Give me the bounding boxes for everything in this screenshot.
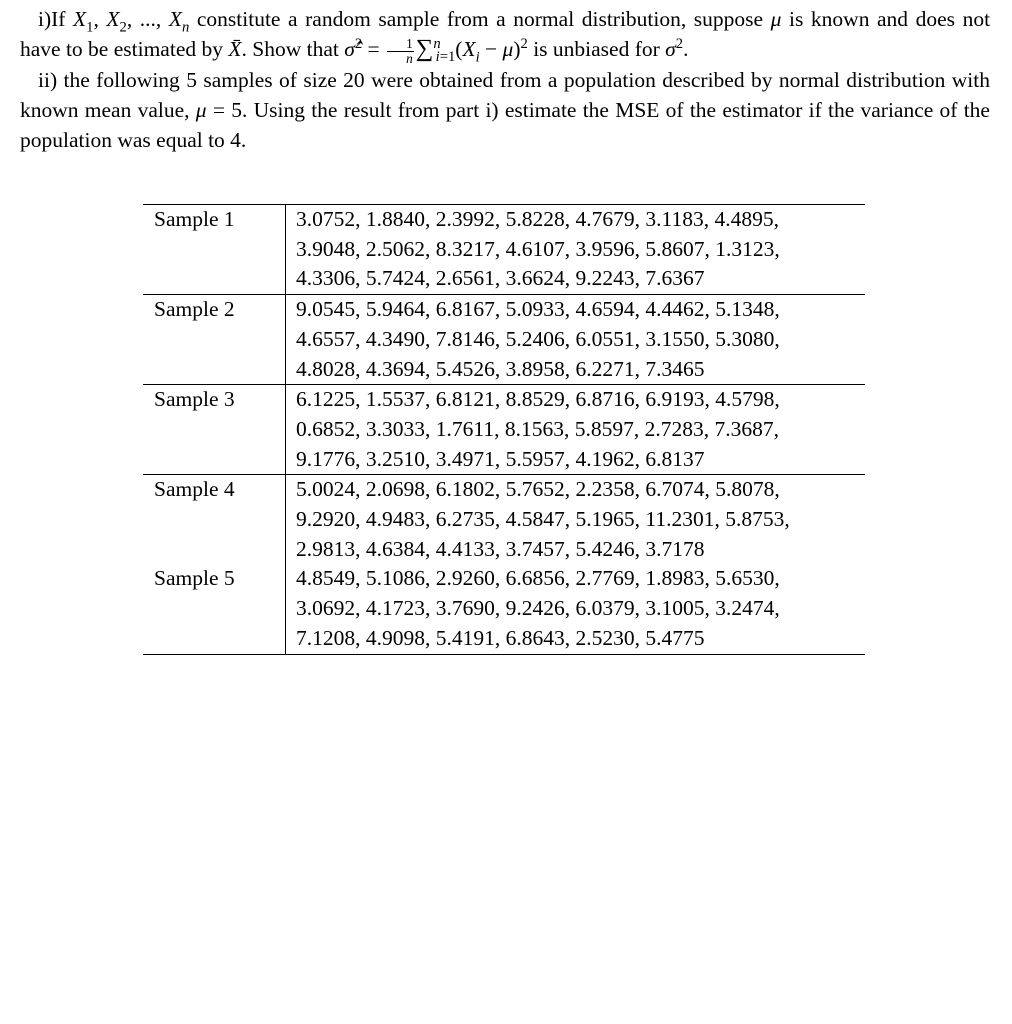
table-row: [143, 564, 865, 654]
sample-values-line: 0.6852, 3.3033, 1.7611, 8.1563, 5.8597, 2.7283, 7.3687,: [296, 416, 779, 441]
sample-values-line: 3.9048, 2.5062, 8.3217, 4.6107, 3.9596, 5.8607, 1.3123,: [296, 236, 780, 261]
sample-values-line: 9.0545, 5.9464, 6.8167, 5.0933, 4.6594, 4.4462, 5.1348,: [296, 297, 780, 322]
sample-label: Sample 3: [143, 385, 286, 475]
part-i-period: .: [683, 37, 689, 61]
sample-values-line: 9.2920, 4.9483, 6.2735, 4.5847, 5.1965, 11.2301, 5.8753,: [296, 507, 790, 532]
fraction-one-over-n: $\frac{1}{n}$: [387, 37, 414, 65]
sample-values-line: 5.0024, 2.0698, 6.1802, 5.7652, 2.2358, 6.7074, 5.8078,: [296, 477, 780, 502]
sample-values-line: 3.0692, 4.1723, 3.7690, 9.2426, 6.0379, 3.1005, 3.2474,: [296, 596, 780, 621]
part-i-text-constitute: constitute a random sample from a normal distribution, suppose: [196, 7, 764, 31]
part-i-text-show: . Show that: [241, 37, 339, 61]
sample-values: [286, 385, 866, 475]
sample-values-line: 4.3306, 5.7424, 2.6561, 3.6624, 9.2243, 7.6367: [296, 266, 705, 291]
sample-values: [286, 564, 866, 654]
sample-values: [286, 295, 866, 385]
sample-label: Sample 4: [143, 475, 286, 565]
sample-values: [286, 205, 866, 295]
table-row: [143, 295, 865, 385]
part-ii-mu-value: = 5.: [212, 97, 248, 122]
sample-values-line: 4.8028, 4.3694, 5.4526, 3.8958, 6.2271, 7.3465: [296, 356, 705, 381]
sample-values: [286, 475, 866, 565]
sample-values-line: 4.8549, 5.1086, 2.9260, 6.6856, 2.7769, 1.8983, 5.6530,: [296, 566, 780, 591]
table-row: [143, 475, 865, 565]
estimator-formula: σ̂$^2$ = $\frac{1}{n}$ $\sum^n_{i=1}(X_i - \mu)^2$: [344, 35, 528, 66]
part-ii-text-rest: Using the result from part i) estimate the MSE of the estimator if the variance of the population was equal to 4.: [20, 97, 990, 152]
sample-values-line: 3.0752, 1.8840, 2.3992, 5.8228, 4.7679, 3.1183, 4.4895,: [296, 207, 779, 231]
table-row: [143, 205, 865, 295]
document-page: [20, 4, 990, 155]
part-i-paragraph: i)If $X_1$, $X_2$, ..., $X_n$ constitute a random sample from a normal distribution, suppose μ is known and does not have to be estimated by X̄. Show that σ̂$^2$ = $\frac{1}{n}$ $\sum^n_{i=1}(X_i - \mu)^2$ is unbiased for $\sigma^2$.: [20, 7, 991, 66]
sample-values-line: 6.1225, 1.5537, 6.8121, 8.8529, 6.8716, 6.9193, 4.5798,: [296, 387, 780, 412]
sample-values-line: 9.1776, 3.2510, 3.4971, 5.5957, 4.1962, 6.8137: [296, 446, 705, 471]
sample-label: Sample 2: [143, 295, 286, 385]
samples-table: [143, 204, 865, 655]
part-ii-text: ii) the following 5 samples of size 20 were obtained from a population described by normal distribution with known mean value,: [20, 67, 990, 122]
sample-values-line: 7.1208, 4.9098, 5.4191, 6.8643, 2.5230, 5.4775: [296, 625, 705, 650]
part-ii-paragraph: ii) the following 5 samples of size 20 were obtained from a population described by normal distribution with known mean value, μ = 5. Using the result from part i) estimate the MSE of the estimator if the variance of the population was equal to 4.: [20, 67, 990, 152]
part-i-prefix: i)If: [38, 7, 66, 31]
table-row: [143, 385, 865, 475]
sample-label: Sample 5: [143, 564, 286, 654]
sample-values-line: 2.9813, 4.6384, 4.4133, 3.7457, 5.4246, 3.7178: [296, 536, 705, 561]
sample-values-line: 4.6557, 4.3490, 7.8146, 5.2406, 6.0551, 3.1550, 5.3080,: [296, 326, 780, 351]
sample-label: Sample 1: [143, 205, 286, 295]
part-i-text-unbiased: is unbiased for: [533, 37, 660, 61]
part-i-text-known: is known and does not have to be estimated by: [20, 7, 991, 61]
